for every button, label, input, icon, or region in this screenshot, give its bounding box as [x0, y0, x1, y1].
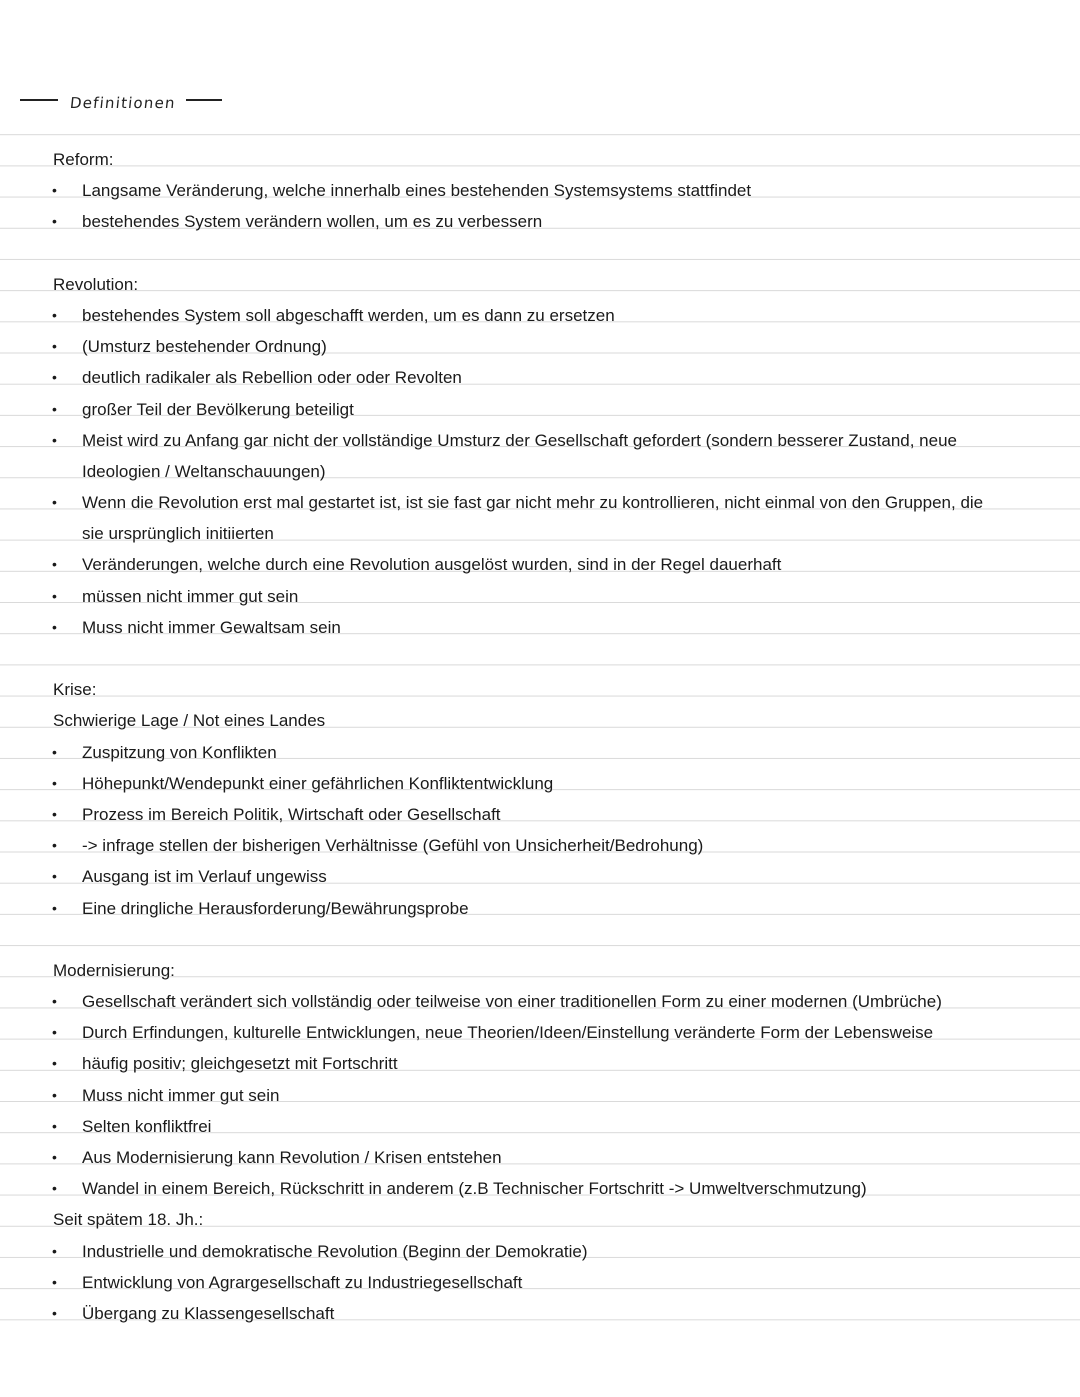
line-text: sie ursprünglich initiierten [82, 524, 274, 544]
bullet-item [0, 425, 1080, 456]
bullet-continuation [0, 518, 1080, 549]
bullet-item [0, 612, 1080, 643]
bullet-item [0, 986, 1080, 1017]
line-text: Industrielle und demokratische Revolution (Beginn der Demokratie) [82, 1241, 588, 1261]
bullet-icon: • [52, 1024, 57, 1041]
bullet-item [0, 1236, 1080, 1267]
bullet-icon: • [52, 431, 57, 448]
header-title: Definitionen [69, 94, 177, 112]
line-text: Selten konfliktfrei [82, 1116, 212, 1136]
bullet-item [0, 1080, 1080, 1111]
bullet-item [0, 1173, 1080, 1204]
bullet-icon: • [52, 774, 57, 791]
line-text: Ausgang ist im Verlauf ungewiss [82, 867, 327, 887]
line-text: Eine dringliche Herausforderung/Bewährungsprobe [82, 898, 469, 918]
blank-line [0, 924, 1080, 955]
bullet-icon: • [52, 1180, 57, 1197]
line-text: Entwicklung von Agrargesellschaft zu Industriegesellschaft [82, 1272, 523, 1292]
header-rule-right [186, 99, 222, 101]
bullet-icon: • [52, 1149, 57, 1165]
line-text: Gesellschaft verändert sich vollständig oder teilweise von einer traditionellen Form zu einer modernen (Umbrüche) [82, 992, 942, 1012]
bullet-item [0, 799, 1080, 830]
bullet-item [0, 394, 1080, 425]
bullet-item [0, 830, 1080, 861]
bullet-icon: • [52, 837, 57, 854]
bullet-item [0, 362, 1080, 393]
bullet-icon: • [52, 306, 57, 323]
section-heading [0, 955, 1080, 986]
line-text: Meist wird zu Anfang gar nicht der vollständige Umsturz der Gesellschaft gefordert (sondern besserer Zustand, neue [82, 430, 957, 450]
bullet-icon: • [52, 400, 57, 417]
line-text: Übergang zu Klassengesellschaft [82, 1303, 335, 1323]
bullet-icon: • [52, 868, 57, 885]
bullet-icon: • [52, 899, 57, 916]
line-text: Wandel in einem Bereich, Rückschritt in anderem (z.B Technischer Fortschritt -> Umweltverschmutzung) [82, 1179, 867, 1199]
section-heading [0, 705, 1080, 736]
bullet-item [0, 1111, 1080, 1142]
line-text: Revolution: [53, 274, 139, 294]
line-text: Muss nicht immer Gewaltsam sein [82, 617, 341, 637]
section-header [20, 88, 222, 112]
bullet-icon: • [52, 1273, 57, 1290]
bullet-icon: • [52, 338, 57, 355]
section-heading [0, 269, 1080, 300]
line-text: Seit spätem 18. Jh.: [53, 1210, 204, 1230]
blank-line [0, 238, 1080, 269]
line-text: Langsame Veränderung, welche innerhalb eines bestehenden Systemsystems stattfindet [82, 181, 752, 201]
bullet-icon: • [52, 993, 57, 1010]
bullet-item [0, 1048, 1080, 1079]
line-text: (Umsturz bestehender Ordnung) [82, 337, 327, 357]
line-text: Ideologien / Weltanschauungen) [82, 461, 326, 481]
line-text: Modernisierung: [53, 960, 175, 980]
line-text: Krise: [53, 680, 97, 700]
bullet-item [0, 893, 1080, 924]
bullet-icon: • [52, 1242, 57, 1259]
bullet-continuation [0, 456, 1080, 487]
line-text: Muss nicht immer gut sein [82, 1085, 280, 1105]
section-heading [0, 144, 1080, 175]
line-text: Höhepunkt/Wendepunkt einer gefährlichen Konfliktentwicklung [82, 773, 554, 793]
line-text: häufig positiv; gleichgesetzt mit Fortschritt [82, 1054, 398, 1074]
bullet-icon: • [52, 1055, 57, 1072]
bullet-icon: • [52, 182, 57, 199]
bullet-item [0, 861, 1080, 892]
line-text: großer Teil der Bevölkerung beteiligt [82, 399, 354, 419]
header-rule-left [20, 99, 58, 101]
line-text: Schwierige Lage / Not eines Landes [53, 711, 326, 731]
bullet-item [0, 768, 1080, 799]
bullet-item [0, 737, 1080, 768]
bullet-icon: • [52, 743, 57, 760]
line-text: Zuspitzung von Konflikten [82, 742, 277, 762]
line-text: Durch Erfindungen, kulturelle Entwicklungen, neue Theorien/Ideen/Einstellung veränderte Form der Lebensweise [82, 1023, 934, 1043]
line-text: Aus Modernisierung kann Revolution / Krisen entstehen [82, 1148, 502, 1167]
line-text: -> infrage stellen der bisherigen Verhältnisse (Gefühl von Unsicherheit/Bedrohung) [82, 836, 704, 856]
bullet-icon: • [52, 494, 57, 511]
line-text: Prozess im Bereich Politik, Wirtschaft oder Gesellschaft [82, 804, 501, 824]
line-text: Veränderungen, welche durch eine Revolution ausgelöst wurden, sind in der Regel dauerhaft [82, 555, 782, 575]
bullet-icon: • [52, 369, 57, 386]
line-text: Wenn die Revolution erst mal gestartet ist, ist sie fast gar nicht mehr zu kontrollieren, nicht einmal von den Gruppen, die [82, 493, 984, 513]
bullet-icon: • [52, 587, 57, 604]
bullet-item [0, 1267, 1080, 1298]
line-text: deutlich radikaler als Rebellion oder oder Revolten [82, 368, 462, 388]
bottom-margin [0, 1328, 1080, 1397]
bullet-item [0, 1017, 1080, 1048]
bullet-item [0, 331, 1080, 362]
line-text: Reform: [53, 150, 114, 169]
bullet-item [0, 175, 1080, 206]
section-heading [0, 1204, 1080, 1235]
bullet-icon: • [52, 1086, 57, 1103]
bullet-item [0, 1298, 1080, 1329]
bullet-item [0, 1142, 1080, 1173]
bullet-item [0, 581, 1080, 612]
bullet-item [0, 206, 1080, 237]
bullet-icon: • [52, 1117, 57, 1134]
bullet-icon: • [52, 618, 57, 635]
bullet-icon: • [52, 1304, 57, 1321]
line-text: bestehendes System soll abgeschafft werden, um es dann zu ersetzen [82, 305, 615, 325]
line-text: müssen nicht immer gut sein [82, 586, 299, 606]
bullet-item [0, 487, 1080, 518]
section-heading [0, 674, 1080, 705]
line-text: bestehendes System verändern wollen, um es zu verbessern [82, 212, 543, 232]
notes-content [0, 144, 1080, 1329]
bullet-item [0, 300, 1080, 331]
bullet-icon: • [52, 556, 57, 573]
bullet-icon: • [52, 213, 57, 230]
blank-line [0, 643, 1080, 674]
bullet-icon: • [52, 805, 57, 822]
bullet-item [0, 549, 1080, 580]
